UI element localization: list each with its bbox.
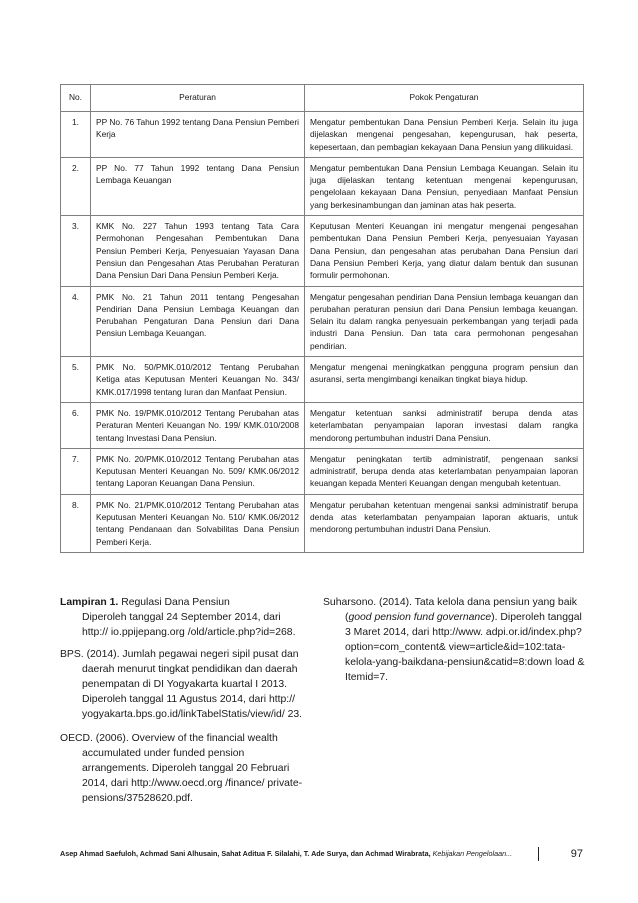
references-left-column <box>60 595 307 815</box>
summary-cell: Mengatur ketentuan sanksi administratif berupa denda atas keterlambatan penyampaian laporan investasi dalam rangka mendorong pertumbuhan industri Dana Pensiun. <box>305 402 584 448</box>
row-number: 5. <box>61 357 91 403</box>
regulation-cell: PP No. 76 Tahun 1992 tentang Dana Pensiun Pemberi Kerja <box>91 112 305 158</box>
footer-article-title: Kebijakan Pengelolaan... <box>432 849 513 858</box>
summary-cell: Mengatur pembentukan Dana Pensiun Pemberi Kerja. Selain itu juga dijelaskan mengenai pengesahan, kepengurusan, hak peserta, kepesertaan, dan pembagian kekayaan Dana Pensiun yang dilikuidasi. <box>305 112 584 158</box>
summary-cell: Mengatur pembentukan Dana Pensiun Lembaga Keuangan. Selain itu juga dijelaskan tentang ketentuan mengenai kepengurusan, pengelolaan kekayaan Dana Pensiun, penyediaan Manfaat Pensiun yang berkesinambungan dan jaminan atas hak peserta. <box>305 157 584 215</box>
table-row <box>61 157 584 215</box>
footer-divider <box>538 847 539 861</box>
table-row <box>61 286 584 356</box>
page-footer <box>60 846 583 862</box>
header-no: No. <box>61 85 91 112</box>
header-pokok-pengaturan: Pokok Pengaturan <box>305 85 584 112</box>
table-row <box>61 494 584 552</box>
regulation-cell: PMK No. 21/PMK.010/2012 Tentang Perubahan atas Keputusan Menteri Keuangan No. 510/ KMK.06/2012 tentang Pendanaan dan Solvabilitas Dana Pensiun Pemberi Kerja. <box>91 494 305 552</box>
regulation-cell: PMK No. 21 Tahun 2011 tentang Pengesahan Pendirian Dana Pensiun Lembaga Keuangan dan Perubahan Pengaturan Dana Pensiun dari Dana Pensiun Lembaga Keuangan. <box>91 286 305 356</box>
summary-cell: Mengatur pengesahan pendirian Dana Pensiun lembaga keuangan dan perubahan peraturan pensiun dari Dana Pensiun lembaga keuangan. Selain itu dalam rangka penyesuain perkembangan yang terjadi pada industri Dana Pensiun. Dan tata cara permohonan pengesahan pendirian. <box>305 286 584 356</box>
reference-suharsono <box>323 595 585 685</box>
appendix-source: Diperoleh tanggal 24 September 2014, dari http:// io.ppijepang.org /old/article.php?id=268. <box>82 612 296 638</box>
regulation-cell: PMK No. 19/PMK.010/2012 Tentang Perubahan atas Peraturan Menteri Keuangan No. 199/ KMK.010/2008 tentang Investasi Dana Pensiun. <box>91 402 305 448</box>
row-number: 7. <box>61 448 91 494</box>
reference-suharsono-post: ). Diperoleh tanggal 3 Maret 2014, dari http://www. adpi.or.id/index.php?option=com_content& view=article&id=102:tata-kelola-yang-baikdana-pensiun&catid=8:down load & Itemid=7. <box>345 612 585 683</box>
table-row <box>61 357 584 403</box>
reference-bps: BPS. (2014). Jumlah pegawai negeri sipil pusat dan daerah menurut tingkat pendidikan dan daerah penempatan di DI Yogyakarta kuartal I 2013. Diperoleh tanggal 11 Agustus 2014, dari http:// yogyakarta.bps.go.id/linkTabelStatis/view/id/ 23. <box>60 649 303 720</box>
references-right-column <box>323 595 585 694</box>
table-header-row <box>61 85 584 112</box>
row-number: 8. <box>61 494 91 552</box>
table-row <box>61 216 584 286</box>
appendix-label: Lampiran 1. <box>60 597 119 608</box>
regulation-table <box>60 84 584 553</box>
appendix-title: Regulasi Dana Pensiun <box>118 597 230 608</box>
appendix-caption <box>60 595 307 640</box>
summary-cell: Mengatur peningkatan tertib administratif, pengenaan sanksi administratif, berupa denda atas keterlambatan penyampaian laporan keuangan kepada Menteri Keuangan dengan mengubah ketentuan. <box>305 448 584 494</box>
footer-author-names: Asep Ahmad Saefuloh, Achmad Sani Alhusain, Sahat Aditua F. Silalahi, T. Ade Surya, dan Achmad Wirabrata, <box>60 849 433 858</box>
row-number: 4. <box>61 286 91 356</box>
reference-suharsono-italic: good pension fund governance <box>348 612 492 623</box>
regulation-cell: KMK No. 227 Tahun 1993 tentang Tata Cara Permohonan Pengesahan Pembentukan Dana Pensiun Pemberi Kerja, Penyesuaian Yayasan Dana Pensiun dan Pengesahan Atas Perubahan Peraturan Dana Pensiun Dari Dana Pensiun Pemberi Kerja. <box>91 216 305 286</box>
row-number: 1. <box>61 112 91 158</box>
table-row <box>61 402 584 448</box>
page-number: 97 <box>570 848 583 860</box>
regulation-cell: PP No. 77 Tahun 1992 tentang Dana Pensiun Lembaga Keuangan <box>91 157 305 215</box>
regulation-cell: PMK No. 20/PMK.010/2012 Tentang Perubahan atas Keputusan Menteri Keuangan No. 509/ KMK.06/2012 tentang Laporan Keuangan Dana Pensiun. <box>91 448 305 494</box>
row-number: 2. <box>61 157 91 215</box>
table-row <box>61 448 584 494</box>
summary-cell: Mengatur mengenai meningkatkan pengguna program pensiun dan asuransi, serta mengimbangi kenaikan tingkat biaya hidup. <box>305 357 584 403</box>
regulation-cell: PMK No. 50/PMK.010/2012 Tentang Perubahan Ketiga atas Keputusan Menteri Keuangan No. 343/ KMK.017/1998 tentang Iuran dan Manfaat Pensiun. <box>91 357 305 403</box>
summary-cell: Mengatur perubahan ketentuan mengenai sanksi administratif berupa denda atas keterlambatan penyampaian laporan aktuaris, untuk mendorong pertumbuhan industri Dana Pensiun. <box>305 494 584 552</box>
row-number: 3. <box>61 216 91 286</box>
reference-oecd: OECD. (2006). Overview of the financial wealth accumulated under funded pension arrangements. Diperoleh tanggal 20 Februari 2014, dari http://www.oecd.org /finance/ private-pensions/37528620.pdf. <box>60 733 303 804</box>
row-number: 6. <box>61 402 91 448</box>
header-peraturan: Peraturan <box>91 85 305 112</box>
reference-suharsono-pre: Suharsono. (2014). Tata kelola dana pensiun yang baik ( <box>323 597 577 623</box>
summary-cell: Keputusan Menteri Keuangan ini mengatur mengenai pengesahan pembentukan Dana Pensiun Pemberi Kerja, penyesuaian Yayasan Dana Pensiun, dan pengesahan atas perubahan Dana Pensiun dari Dana Pensiun Pemberi Kerja, yang diatur dalam bentuk dan susunan formulir permohonan. <box>305 216 584 286</box>
footer-authors <box>60 846 512 862</box>
table-row <box>61 112 584 158</box>
